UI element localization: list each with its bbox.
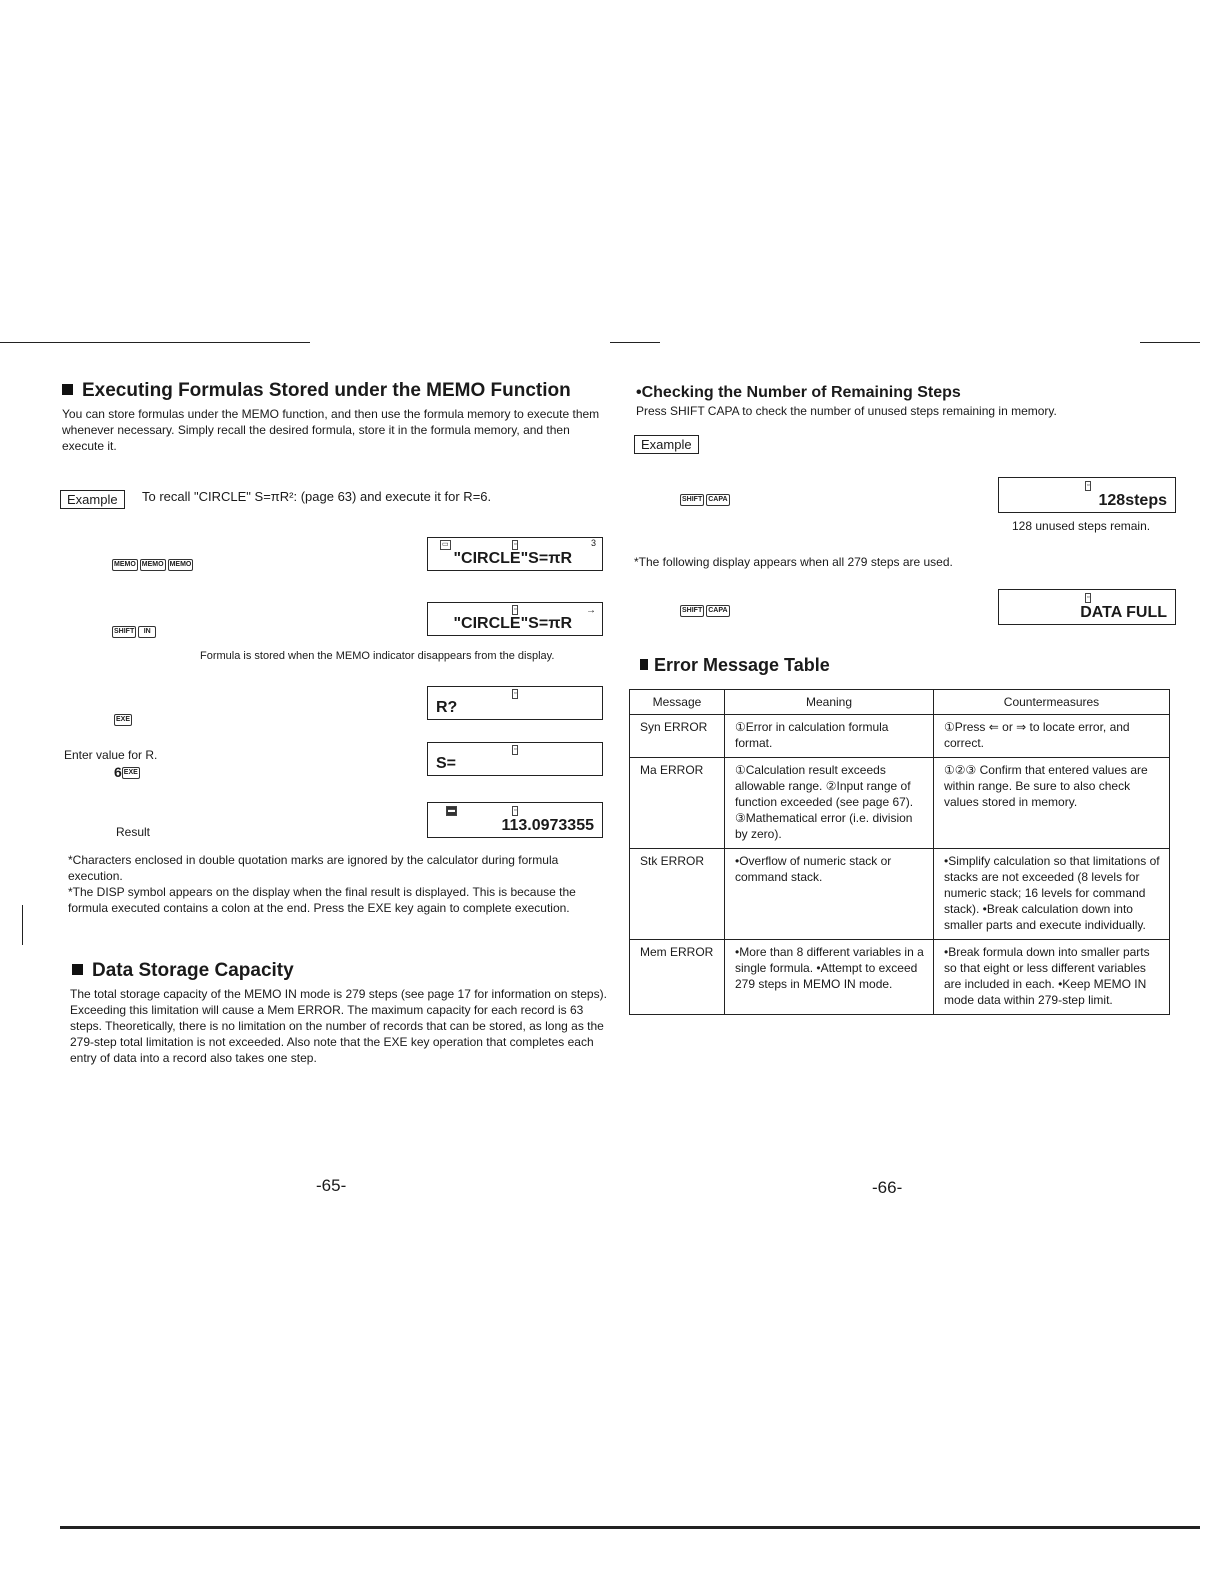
step1-keys bbox=[112, 556, 195, 574]
header-meaning: Meaning bbox=[725, 690, 934, 715]
example-label-right: Example bbox=[634, 435, 699, 454]
d-indicator-icon: ▫ bbox=[1087, 482, 1090, 489]
data-storage-heading: Data Storage Capacity bbox=[72, 960, 294, 982]
meaning-cell: •Overflow of numeric stack or command stack. bbox=[725, 849, 934, 940]
d-indicator-icon: ▫ bbox=[514, 690, 517, 697]
square-bullet-icon bbox=[72, 964, 83, 975]
display-text: DATA FULL bbox=[1080, 604, 1167, 621]
d-indicator-icon: ▫ bbox=[1087, 594, 1090, 601]
display-data-full bbox=[998, 589, 1176, 625]
unused-steps-note: 128 unused steps remain. bbox=[1012, 519, 1151, 533]
table-row bbox=[630, 940, 1170, 1015]
step4-keys bbox=[114, 764, 142, 780]
display-result bbox=[427, 802, 603, 838]
table-row bbox=[630, 715, 1170, 758]
remaining-steps-heading: •Checking the Number of Remaining Steps bbox=[636, 384, 961, 401]
display-steps-remaining bbox=[998, 477, 1176, 513]
meaning-cell: ①Error in calculation formula format. bbox=[725, 715, 934, 758]
disp-indicator-icon: ▬ bbox=[448, 807, 455, 814]
result-label: Result bbox=[116, 825, 151, 839]
page-number-right: -66- bbox=[872, 1178, 903, 1197]
display-text: S= bbox=[436, 755, 457, 772]
meaning-cell: ①Calculation result exceeds allowable range. ②Input range of function exceeded (see page 67). ③Mathematical error (i.e. division by zero). bbox=[725, 758, 934, 849]
top-rule-far-right bbox=[1140, 342, 1200, 343]
error-table-heading: Error Message Table bbox=[640, 655, 830, 676]
display-text: 113.0973355 bbox=[501, 817, 594, 834]
display-text: "CIRCLE"S=πR bbox=[453, 615, 572, 632]
line-number: 3 bbox=[590, 538, 596, 548]
d-indicator-icon: ▫ bbox=[514, 606, 517, 613]
arrow-icon: → bbox=[586, 605, 596, 616]
display-text: R? bbox=[436, 699, 458, 716]
table-header-row bbox=[630, 690, 1170, 715]
intro-paragraph: You can store formulas under the MEMO function, and then use the formula memory to execute them whenever necessary. Simply recall the desired formula, store it in the formula memory, and then execute it. bbox=[62, 407, 600, 453]
capacity-paragraph: The total storage capacity of the MEMO IN mode is 279 steps (see page 17 for information on steps). Exceeding this limitation will cause a Mem ERROR. The maximum capacity for each record is 63 steps. Theoretically, there is no limitation on the number of records that can be stored, as long as the 279-step total limitation is not exceeded. Also note that the EXE key operation that completes each entry of data into a record also takes one step. bbox=[70, 987, 607, 1065]
square-bullet-icon bbox=[640, 659, 648, 670]
footnote-2: *The DISP symbol appears on the display when the final result is displayed. This is because the formula executed contains a colon at the end. Press the EXE key again to complete execution. bbox=[68, 885, 576, 915]
display-step3 bbox=[427, 686, 603, 720]
countermeasure-cell: ①Press ⇐ or ⇒ to locate error, and correct. bbox=[934, 715, 1170, 758]
capa-key: CAPA bbox=[706, 605, 729, 617]
table-row bbox=[630, 758, 1170, 849]
memo-key: MEMO bbox=[168, 559, 194, 571]
in-key: IN bbox=[138, 626, 156, 638]
remaining-steps-intro: Press SHIFT CAPA to check the number of unused steps remaining in memory. bbox=[636, 404, 1057, 418]
meaning-cell: •More than 8 different variables in a single formula. •Attempt to exceed 279 steps in MEMO IN mode. bbox=[725, 940, 934, 1015]
step2-note: Formula is stored when the MEMO indicator disappears from the display. bbox=[200, 650, 555, 662]
header-message: Message bbox=[630, 690, 725, 715]
display-step4 bbox=[427, 742, 603, 776]
top-rule-right bbox=[610, 342, 660, 343]
executing-formulas-heading: Executing Formulas Stored under the MEMO Function bbox=[62, 380, 571, 402]
page-number-left: -65- bbox=[316, 1176, 347, 1195]
d-indicator-icon: ▫ bbox=[514, 541, 517, 548]
countermeasure-cell: •Break formula down into smaller parts so that eight or less different variables are included in each. •Keep MEMO IN mode data within 279-step limit. bbox=[934, 940, 1170, 1015]
display-text: 128steps bbox=[1098, 492, 1167, 509]
memo-key: MEMO bbox=[112, 559, 138, 571]
digit-6-key: 6 bbox=[114, 764, 122, 780]
error-message-table bbox=[629, 689, 1170, 1015]
d-indicator-icon: ▫ bbox=[514, 807, 517, 814]
shift-key: SHIFT bbox=[680, 494, 704, 506]
countermeasure-cell: •Simplify calculation so that limitations of stacks are not exceeded (8 levels for numeric stack; 16 levels for command stack). •Break calculation down into smaller parts and execute individually. bbox=[934, 849, 1170, 940]
header-countermeasures: Countermeasures bbox=[934, 690, 1170, 715]
memo-key: MEMO bbox=[140, 559, 166, 571]
example-text: To recall "CIRCLE" S=πR²: (page 63) and execute it for R=6. bbox=[142, 489, 492, 504]
display-step1 bbox=[427, 537, 603, 571]
display-step2 bbox=[427, 602, 603, 636]
table-row bbox=[630, 849, 1170, 940]
step2-keys bbox=[112, 623, 158, 641]
d-indicator-icon: ▫ bbox=[514, 746, 517, 753]
top-rule-left bbox=[0, 342, 310, 343]
message-cell: Stk ERROR bbox=[630, 849, 725, 940]
check-keys-1 bbox=[680, 491, 732, 509]
left-margin-mark bbox=[22, 905, 23, 945]
footnote-1: *Characters enclosed in double quotation marks are ignored by the calculator during formula execution. bbox=[68, 853, 559, 883]
exe-key: EXE bbox=[122, 767, 140, 779]
step3-keys bbox=[114, 711, 134, 729]
display-text: "CIRCLE"S=πR bbox=[453, 550, 572, 567]
memo-indicator-icon: ▭ bbox=[442, 541, 449, 548]
example-label: Example bbox=[60, 490, 125, 509]
message-cell: Syn ERROR bbox=[630, 715, 725, 758]
square-bullet-icon bbox=[62, 384, 73, 395]
exe-key: EXE bbox=[114, 714, 132, 726]
check-keys-2 bbox=[680, 602, 732, 620]
shift-key: SHIFT bbox=[680, 605, 704, 617]
data-full-note: *The following display appears when all 279 steps are used. bbox=[634, 555, 953, 569]
countermeasure-cell: ①②③ Confirm that entered values are within range. Be sure to also check values stored in memory. bbox=[934, 758, 1170, 849]
bottom-rule bbox=[60, 1526, 1200, 1529]
capa-key: CAPA bbox=[706, 494, 729, 506]
shift-key: SHIFT bbox=[112, 626, 136, 638]
enter-value-label: Enter value for R. bbox=[64, 748, 158, 762]
message-cell: Ma ERROR bbox=[630, 758, 725, 849]
message-cell: Mem ERROR bbox=[630, 940, 725, 1015]
